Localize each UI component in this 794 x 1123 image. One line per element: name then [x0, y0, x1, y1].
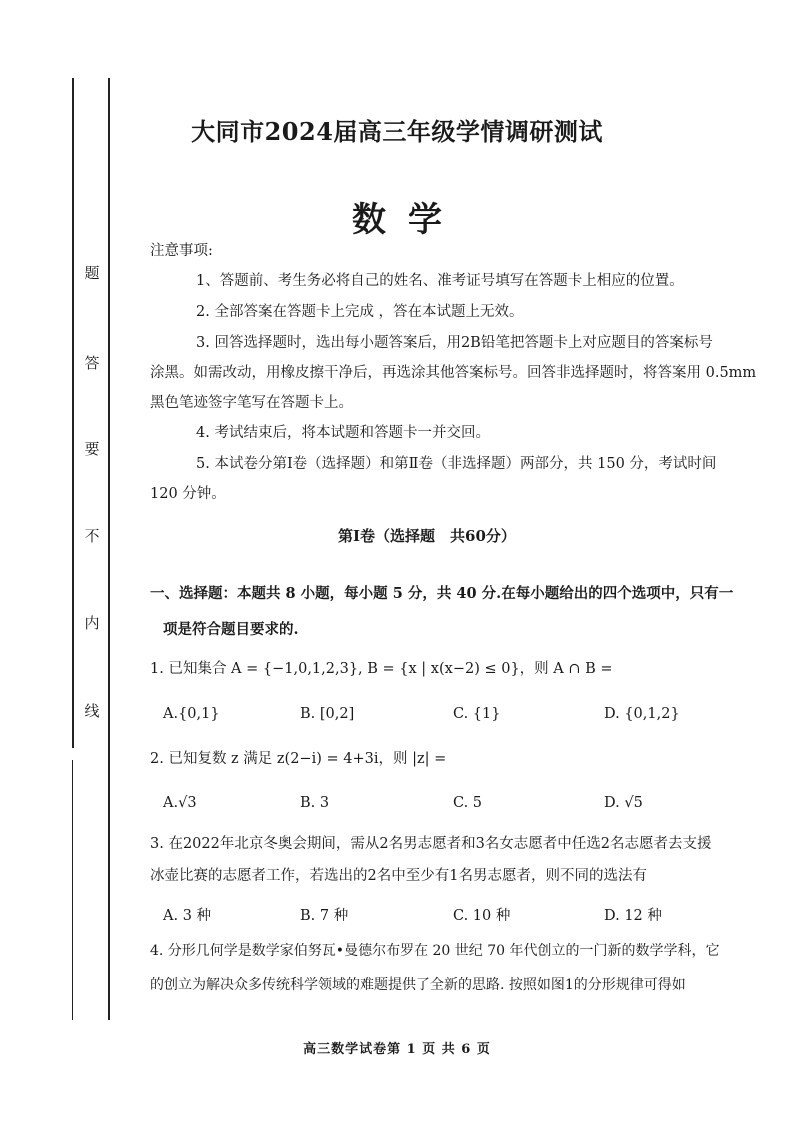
- binding-char: 要: [84, 440, 100, 458]
- question-1-option-d: D. {0,1,2}: [604, 706, 680, 722]
- binding-line-lower: [72, 760, 73, 1020]
- question-4-stem: 4. 分形几何学是数学家伯努瓦•曼德尔布罗在 20 世纪 70 年代创立的一门新的数学学科，它: [150, 943, 720, 959]
- question-1-option-c: C. {1}: [453, 706, 501, 722]
- question-3-stem: 3. 在2022年北京冬奥会期间，需从2名男志愿者和3名女志愿者中任选2名志愿者去支援: [150, 836, 712, 852]
- section-instructions-cont: 项是符合题目要求的.: [163, 621, 299, 638]
- notice-item-3-cont: 涂黑。如需改动，用橡皮擦干净后，再选涂其他答案标号。回答非选择题时，将答案用 0.5mm: [150, 365, 757, 381]
- notice-item-3-cont: 黑色笔迹签字笔写在答题卡上。: [150, 395, 353, 411]
- exam-title: 大同市2024届高三年级学情调研测试: [191, 117, 603, 146]
- question-2-option-b: B. 3: [300, 795, 330, 811]
- question-3-stem-cont: 冰壶比赛的志愿者工作，若选出的2名中至少有1名男志愿者，则不同的选法有: [150, 868, 647, 884]
- notice-item-2: 2. 全部答案在答题卡上完成 ，答在本试题上无效。: [196, 304, 524, 320]
- notice-item-5-cont: 120 分钟。: [150, 486, 226, 502]
- binding-char: 不: [84, 527, 100, 545]
- question-3-option-c: C. 10 种: [453, 908, 511, 924]
- notice-heading: 注意事项:: [150, 243, 213, 259]
- section-instructions: 一、选择题：本题共 8 小题，每小题 5 分，共 40 分.在每小题给出的四个选项中，只有一: [150, 585, 734, 602]
- question-1-option-a: A.{0,1}: [163, 706, 220, 722]
- question-4-stem-cont: 的创立为解决众多传统科学领域的难题提供了全新的思路. 按照如图1的分形规律可得如: [150, 977, 686, 993]
- question-1-stem: 1. 已知集合 A = {−1,0,1,2,3}, B = {x | x(x−2) ≤ 0}，则 A ∩ B =: [150, 661, 613, 677]
- binding-char: 线: [84, 702, 100, 720]
- question-2-option-d: D. √5: [604, 795, 643, 811]
- binding-char: 题: [84, 264, 100, 282]
- question-3-option-b: B. 7 种: [300, 908, 349, 924]
- question-2-option-a: A.√3: [163, 795, 197, 811]
- question-3-option-d: D. 12 种: [604, 908, 662, 924]
- binding-char: 答: [84, 354, 100, 372]
- subject-title: 数学: [352, 200, 464, 240]
- notice-item-4: 4. 考试结束后，将本试题和答题卡一并交回。: [196, 425, 490, 441]
- binding-char: 内: [84, 614, 100, 632]
- question-2-stem: 2. 已知复数 z 满足 z(2−i) = 4+3i，则 |z| =: [150, 751, 447, 767]
- notice-item-5: 5. 本试卷分第Ⅰ卷（选择题）和第Ⅱ卷（非选择题）两部分，共 150 分，考试时间: [196, 456, 717, 472]
- question-1-option-b: B. [0,2]: [300, 706, 355, 722]
- page-footer: 高三数学试卷第 1 页 共 6 页: [303, 1042, 491, 1057]
- binding-line-left: [72, 78, 74, 748]
- part-heading: 第Ⅰ卷（选择题 共60分）: [338, 527, 516, 545]
- notice-item-1: 1、答题前、考生务必将自己的姓名、准考证号填写在答题卡上相应的位置。: [196, 273, 684, 289]
- question-2-option-c: C. 5: [453, 795, 483, 811]
- question-3-option-a: A. 3 种: [163, 908, 212, 924]
- notice-item-3: 3. 回答选择题时，选出每小题答案后，用2B铅笔把答题卡上对应题目的答案标号: [196, 335, 713, 351]
